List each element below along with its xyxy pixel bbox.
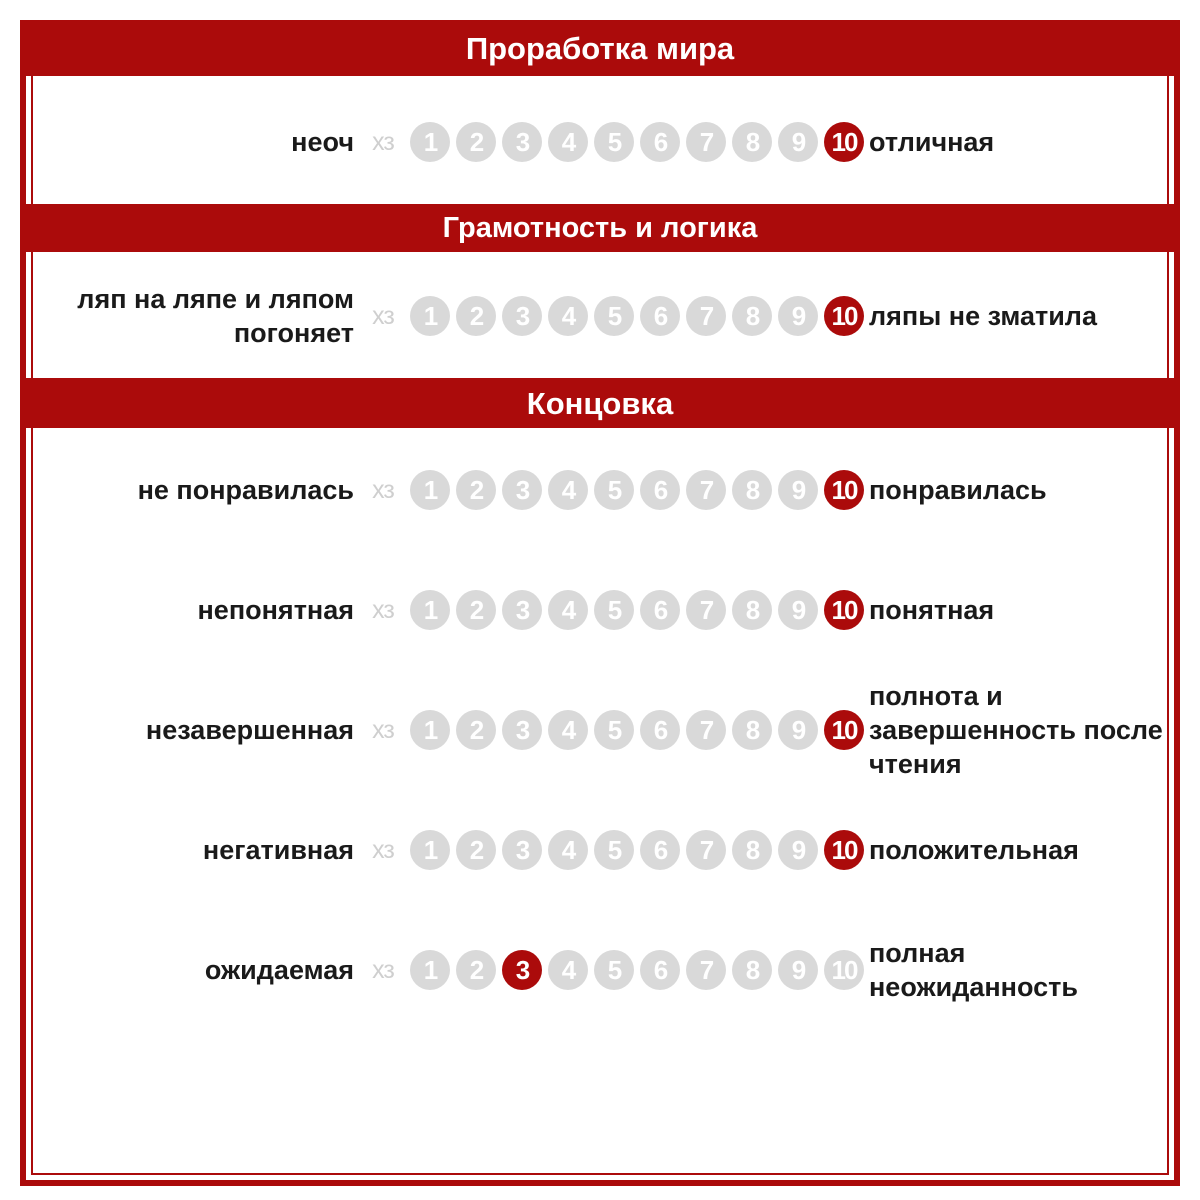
row-xz-label[interactable]: хз <box>372 475 394 504</box>
rating-option-1[interactable]: 1 <box>410 122 450 162</box>
rating-option-9[interactable]: 9 <box>778 122 818 162</box>
rating-option-5[interactable]: 5 <box>594 590 634 630</box>
rating-option-5[interactable]: 5 <box>594 950 634 990</box>
rating-option-8[interactable]: 8 <box>732 710 772 750</box>
rating-option-9[interactable]: 9 <box>778 470 818 510</box>
rating-option-1[interactable]: 1 <box>410 296 450 336</box>
section-title-ending: Концовка <box>26 378 1174 428</box>
rating-option-2[interactable]: 2 <box>456 590 496 630</box>
row-left-label: неоч <box>291 127 354 157</box>
rating-option-4[interactable]: 4 <box>548 710 588 750</box>
rating-scale <box>410 710 870 750</box>
row-right-label: полнота и завершенность после чтения <box>869 681 1163 779</box>
rating-option-3[interactable]: 3 <box>502 296 542 336</box>
rating-row-positive <box>26 800 1174 900</box>
rating-option-4[interactable]: 4 <box>548 590 588 630</box>
rating-option-1[interactable]: 1 <box>410 710 450 750</box>
rating-option-3[interactable]: 3 <box>502 830 542 870</box>
rating-row-liked <box>26 440 1174 540</box>
row-xz-label[interactable]: хз <box>372 127 394 156</box>
rating-scale <box>410 470 870 510</box>
row-left-label: непонятная <box>197 595 354 625</box>
row-right-label: ляпы не зматила <box>869 301 1097 331</box>
rating-option-2[interactable]: 2 <box>456 296 496 336</box>
rating-option-3[interactable]: 3 <box>502 710 542 750</box>
rating-option-7[interactable]: 7 <box>686 710 726 750</box>
rating-option-3[interactable]: 3 <box>502 122 542 162</box>
rating-option-6[interactable]: 6 <box>640 470 680 510</box>
row-left-label: незавершенная <box>145 715 354 745</box>
rating-option-7[interactable]: 7 <box>686 470 726 510</box>
rating-scale <box>410 296 870 336</box>
rating-option-9[interactable]: 9 <box>778 590 818 630</box>
row-xz-label[interactable]: хз <box>372 955 394 984</box>
rating-option-1[interactable]: 1 <box>410 470 450 510</box>
row-xz-label[interactable]: хз <box>372 595 394 624</box>
rating-option-9[interactable]: 9 <box>778 710 818 750</box>
row-xz-label[interactable]: хз <box>372 715 394 744</box>
rating-option-6[interactable]: 6 <box>640 950 680 990</box>
rating-option-2[interactable]: 2 <box>456 950 496 990</box>
rating-option-2[interactable]: 2 <box>456 470 496 510</box>
section-title-world: Проработка мира <box>26 26 1174 76</box>
row-xz-label[interactable]: хз <box>372 301 394 330</box>
rating-card <box>20 20 1180 1186</box>
row-right-label: полная неожиданность <box>869 938 1078 1002</box>
rating-option-9[interactable]: 9 <box>778 950 818 990</box>
row-right-label: понятная <box>869 595 995 625</box>
rating-option-4[interactable]: 4 <box>548 122 588 162</box>
rating-option-9[interactable]: 9 <box>778 296 818 336</box>
rating-option-8[interactable]: 8 <box>732 950 772 990</box>
rating-option-3[interactable]: 3 <box>502 590 542 630</box>
rating-option-8[interactable]: 8 <box>732 296 772 336</box>
rating-option-1[interactable]: 1 <box>410 590 450 630</box>
rating-option-3[interactable]: 3 <box>502 470 542 510</box>
rating-option-7[interactable]: 7 <box>686 830 726 870</box>
rating-option-6[interactable]: 6 <box>640 590 680 630</box>
rating-option-8[interactable]: 8 <box>732 590 772 630</box>
rating-option-4[interactable]: 4 <box>548 950 588 990</box>
rating-option-5[interactable]: 5 <box>594 296 634 336</box>
rating-option-10[interactable]: 10 <box>824 950 864 990</box>
rating-option-2[interactable]: 2 <box>456 830 496 870</box>
rating-option-3[interactable]: 3 <box>502 950 542 990</box>
row-right-label: положительная <box>869 835 1079 865</box>
rating-row-clear <box>26 560 1174 660</box>
rating-option-7[interactable]: 7 <box>686 296 726 336</box>
section-title-literacy: Грамотность и логика <box>26 204 1174 252</box>
rating-row-complete <box>26 680 1174 780</box>
rating-option-8[interactable]: 8 <box>732 470 772 510</box>
rating-option-2[interactable]: 2 <box>456 710 496 750</box>
row-right-label: понравилась <box>869 475 1047 505</box>
rating-option-10[interactable]: 10 <box>824 830 864 870</box>
rating-option-8[interactable]: 8 <box>732 830 772 870</box>
row-left-label: не понравилась <box>137 475 354 505</box>
rating-option-5[interactable]: 5 <box>594 830 634 870</box>
rating-option-5[interactable]: 5 <box>594 710 634 750</box>
rating-option-4[interactable]: 4 <box>548 296 588 336</box>
rating-row-surprise <box>26 920 1174 1020</box>
rating-option-5[interactable]: 5 <box>594 122 634 162</box>
row-left-label: негативная <box>202 835 354 865</box>
rating-row-literacy <box>26 266 1174 366</box>
rating-scale <box>410 830 870 870</box>
rating-option-10[interactable]: 10 <box>824 470 864 510</box>
rating-option-7[interactable]: 7 <box>686 590 726 630</box>
rating-option-7[interactable]: 7 <box>686 122 726 162</box>
rating-option-6[interactable]: 6 <box>640 710 680 750</box>
rating-option-4[interactable]: 4 <box>548 470 588 510</box>
rating-option-7[interactable]: 7 <box>686 950 726 990</box>
rating-option-1[interactable]: 1 <box>410 830 450 870</box>
row-right-label: отличная <box>869 127 995 157</box>
rating-option-10[interactable]: 10 <box>824 590 864 630</box>
rating-option-6[interactable]: 6 <box>640 830 680 870</box>
row-left-label: ожидаемая <box>204 955 354 985</box>
rating-option-4[interactable]: 4 <box>548 830 588 870</box>
row-left-label: ляп на ляпе и ляпом погоняет <box>77 284 354 348</box>
rating-option-10[interactable]: 10 <box>824 122 864 162</box>
rating-option-6[interactable]: 6 <box>640 296 680 336</box>
rating-scale <box>410 122 870 162</box>
rating-scale <box>410 950 870 990</box>
rating-option-10[interactable]: 10 <box>824 710 864 750</box>
rating-scale <box>410 590 870 630</box>
rating-option-2[interactable]: 2 <box>456 122 496 162</box>
rating-option-5[interactable]: 5 <box>594 470 634 510</box>
rating-option-6[interactable]: 6 <box>640 122 680 162</box>
rating-row-world <box>26 92 1174 192</box>
rating-option-9[interactable]: 9 <box>778 830 818 870</box>
rating-option-8[interactable]: 8 <box>732 122 772 162</box>
rating-option-10[interactable]: 10 <box>824 296 864 336</box>
row-xz-label[interactable]: хз <box>372 835 394 864</box>
rating-option-1[interactable]: 1 <box>410 950 450 990</box>
